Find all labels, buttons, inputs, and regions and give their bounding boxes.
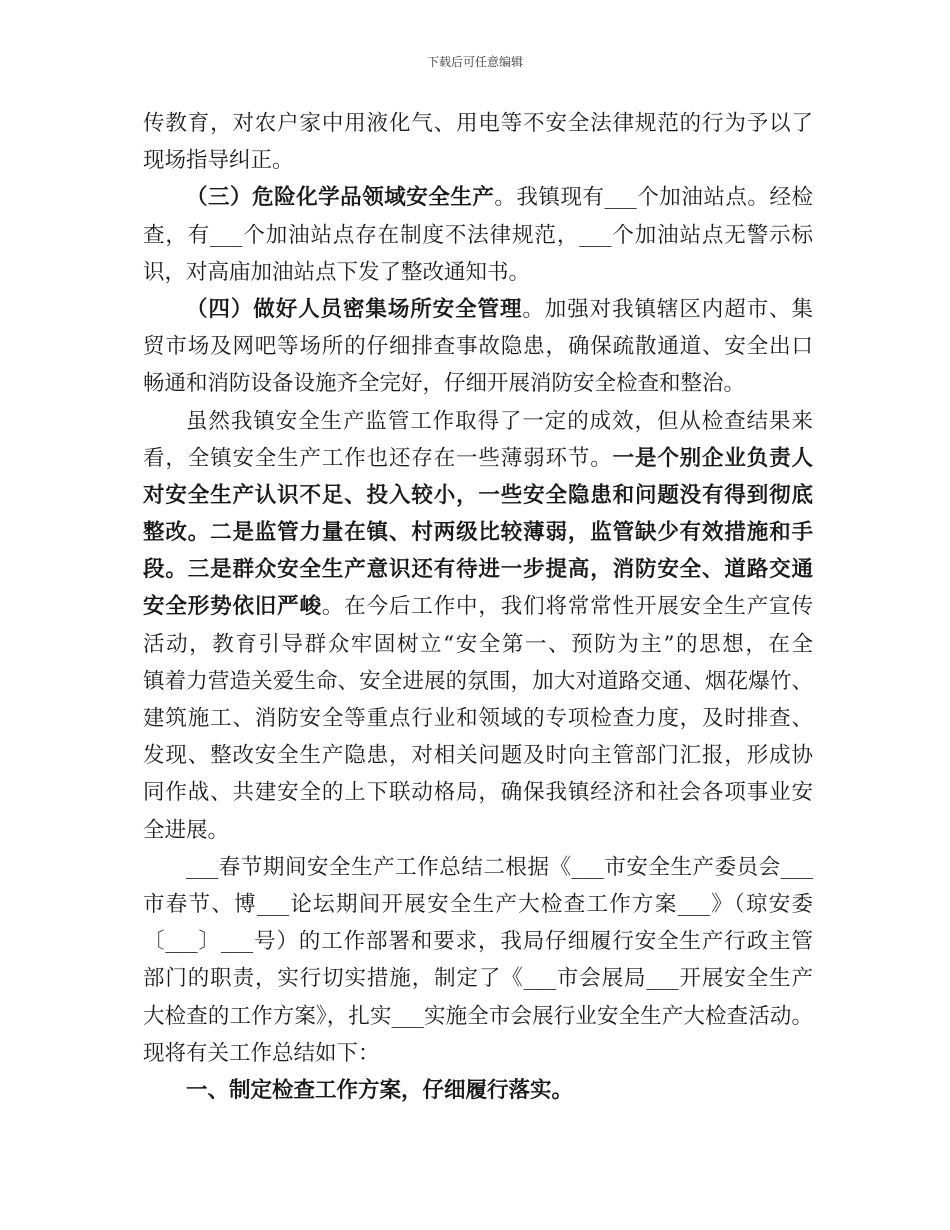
text-line <box>143 477 813 514</box>
text-line <box>143 700 813 737</box>
text-line <box>143 365 813 402</box>
body-text: 同作战、共建安全的上下联动格局，确保我镇经济和社会各项事业安 <box>143 780 813 806</box>
body-text: 〔___〕___号）的工作部署和要求，我局仔细履行安全生产行政主管 <box>143 929 813 955</box>
body-text: 识，对高庙加油站点下发了整改通知书。 <box>143 259 531 285</box>
text-line <box>143 626 813 663</box>
body-text: 贸市场及网吧等场所的仔细排查事故隐患，确保疏散通道、安全出口 <box>143 334 813 360</box>
bold-text: （三）危险化学品领域安全生产 <box>186 185 495 211</box>
body-text: 。我镇现有___个加油站点。经检 <box>494 185 813 211</box>
text-line <box>143 440 813 477</box>
body-text: 传教育，对农户家中用液化气、用电等不安全法律规范的行为予以了 <box>143 111 813 136</box>
text-line <box>143 1035 813 1072</box>
body-text: 建筑施工、消防安全等重点行业和领域的专项检查力度，及时排查、 <box>143 706 813 731</box>
text-line <box>143 737 813 774</box>
text-line <box>143 812 813 849</box>
text-line <box>143 254 813 291</box>
text-line <box>143 588 813 625</box>
text-line <box>143 217 813 254</box>
body-text: 市春节、博___论坛期间开展安全生产大检查工作方案___》（琼安委 <box>143 891 813 917</box>
body-text: 。在今后工作中，我们将常常性开展安全生产宣传 <box>321 594 813 620</box>
body-text: 活动，教育引导群众牢固树立“安全第一、预防为主”的思想，在全 <box>143 631 813 657</box>
body-text: 大检查的工作方案》，扎实___实施全市会展行业安全生产大检查活动。 <box>143 1003 813 1029</box>
bold-text: 段。三是群众安全生产意识还有待进一步提高，消防安全、道路交通 <box>143 557 813 583</box>
text-line <box>143 291 813 328</box>
bold-text: 对安全生产认识不足、投入较小，一些安全隐患和问题没有得到彻底 <box>143 482 813 508</box>
text-line <box>143 849 813 886</box>
body-text: 全进展。 <box>143 817 230 843</box>
bold-text: 一是个别企业负责人 <box>612 445 813 471</box>
page-header: 下载后可任意编辑 <box>426 55 523 69</box>
text-line <box>143 663 813 700</box>
text-line <box>143 923 813 960</box>
text-line <box>143 328 813 365</box>
bold-text: （四）做好人员密集场所安全管理 <box>186 296 523 322</box>
body-text: 镇着力营造关爱生命、安全进展的氛围，加大对道路交通、烟花爆竹、 <box>143 668 813 694</box>
text-line <box>143 514 813 551</box>
text-line <box>143 998 813 1035</box>
bold-text: 一、制定检查工作方案，仔细履行落实。 <box>186 1077 574 1103</box>
body-text: 虽然我镇安全生产监管工作取得了一定的成效，但从检查结果来 <box>186 408 813 434</box>
bold-text: 整改。二是监管力量在镇、村两级比较薄弱，监管缺少有效措施和手 <box>143 520 813 546</box>
body-text: 部门的职责，实行切实措施，制定了《___市会展局___开展安全生产 <box>143 966 813 992</box>
body-text: 看，全镇安全生产工作也还存在一些薄弱环节。 <box>143 445 613 471</box>
body-text: 现将有关工作总结如下： <box>143 1040 380 1066</box>
body-text: 畅通和消防设备设施齐全完好，仔细开展消防安全检查和整治。 <box>143 371 746 397</box>
text-line <box>143 142 813 179</box>
text-line <box>143 105 813 142</box>
bold-text: 安全形势依旧严峻 <box>143 594 322 620</box>
body-text: 现场指导纠正。 <box>143 148 294 174</box>
text-line <box>143 1072 813 1109</box>
body-text: ___春节期间安全生产工作总结二根据《___市安全生产委员会___ <box>186 854 813 880</box>
document-body <box>143 105 813 1109</box>
text-line <box>143 551 813 588</box>
text-line <box>143 886 813 923</box>
text-line <box>143 403 813 440</box>
text-line <box>143 179 813 216</box>
text-line <box>143 960 813 997</box>
body-text: 查，有___个加油站点存在制度不法律规范，___个加油站点无警示标 <box>143 222 813 248</box>
text-line <box>143 774 813 811</box>
body-text: 发现、整改安全生产隐患，对相关问题及时向主管部门汇报，形成协 <box>143 743 813 769</box>
body-text: 。加强对我镇辖区内超市、集 <box>522 296 813 322</box>
